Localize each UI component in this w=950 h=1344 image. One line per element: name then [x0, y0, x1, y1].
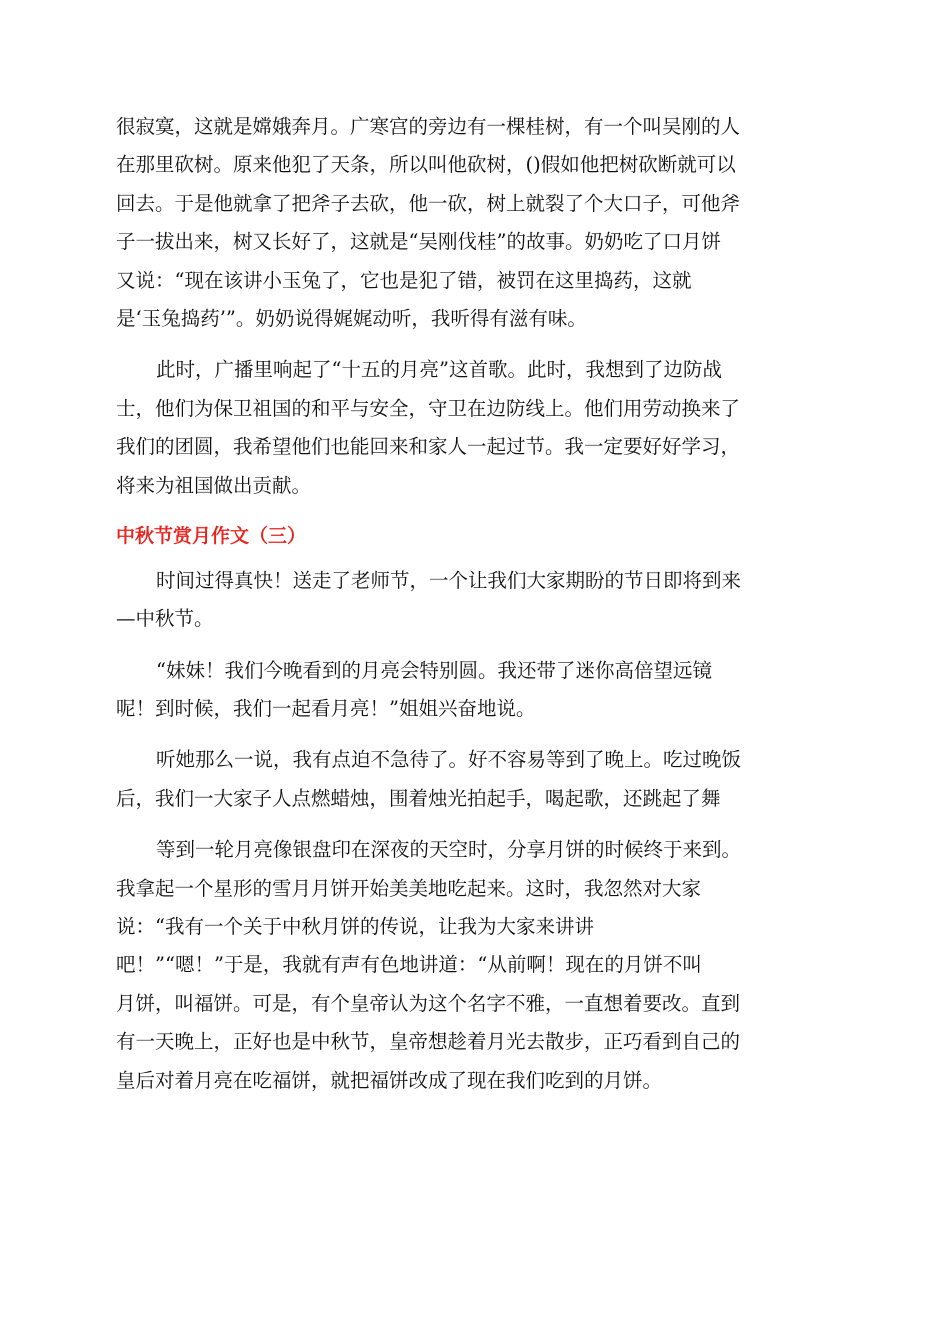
text-line: 我们的团圆，我希望他们也能回来和家人一起过节。我一定要好好学习，	[116, 435, 741, 459]
text-line: 听她那么一说，我有点迫不急待了。好不容易等到了晚上。吃过晚饭	[156, 748, 742, 772]
text-line: 我拿起一个星形的雪月月饼开始美美地吃起来。这时，我忽然对大家	[116, 876, 702, 900]
paragraph-mooncake-legend	[116, 831, 836, 1100]
text-line: 士，他们为保卫祖国的和平与安全，守卫在边防线上。他们用劳动换来了	[116, 396, 741, 420]
section-heading: 中秋节赏月作文（三）	[116, 524, 307, 547]
text-line: 有一天晚上，正好也是中秋节，皇帝想趁着月光去散步，正巧看到自己的	[116, 1030, 741, 1054]
paragraph-border-soldiers	[116, 351, 836, 505]
paragraph-intro	[116, 562, 836, 639]
text-line: 很寂寞，这就是嫦娥奔月。广寒宫的旁边有一棵桂树，有一个叫吴刚的人	[116, 115, 741, 138]
paragraph-sister-quote	[116, 652, 836, 729]
text-line: 皇后对着月亮在吃福饼，就把福饼改成了现在我们吃到的月饼。	[116, 1068, 663, 1092]
paragraph-chang-e-story	[116, 108, 836, 338]
text-line: 后，我们一大家子人点燃蜡烛，围着烛光拍起手，喝起歌，还跳起了舞	[116, 786, 721, 810]
text-line: 等到一轮月亮像银盘印在深夜的天空时，分享月饼的时候终于来到。	[156, 838, 742, 862]
text-line: 是‘玉兔捣药’”。奶奶说得娓娓动听，我听得有滋有味。	[116, 306, 587, 330]
text-line: 时间过得真快！送走了老师节，一个让我们大家期盼的节日即将到来	[156, 568, 742, 592]
text-line: 吧！”“嗯！”于是，我就有声有色地讲道：“从前啊！现在的月饼不叫	[116, 953, 702, 977]
text-line: 又说：“现在该讲小玉兔了，它也是犯了错，被罚在这里捣药，这就	[116, 268, 692, 292]
text-line: 呢！到时候，我们一起看月亮！”姐姐兴奋地说。	[116, 697, 536, 721]
text-line: 回去。于是他就拿了把斧子去砍，他一砍，树上就裂了个大口子，可他斧	[116, 191, 741, 215]
text-line: 月饼，叫福饼。可是，有个皇帝认为这个名字不雅，一直想着要改。直到	[116, 991, 741, 1015]
text-line: “妹妹！我们今晚看到的月亮会特别圆。我还带了迷你高倍望远镜	[156, 658, 712, 682]
text-line: 子一拔出来，树又长好了，这就是“吴刚伐桂”的故事。奶奶吃了口月饼	[116, 230, 721, 254]
text-line: 说：“我有一个关于中秋月饼的传说，让我为大家来讲讲	[116, 915, 594, 939]
document-page	[116, 108, 836, 1113]
text-line: 将来为祖国做出贡献。	[116, 473, 312, 497]
text-line: 在那里砍树。原来他犯了天条，所以叫他砍树，()假如他把树砍断就可以	[116, 153, 736, 177]
text-line: —中秋节。	[116, 607, 214, 631]
text-line: 此时，广播里响起了“十五的月亮”这首歌。此时，我想到了边防战	[156, 358, 722, 382]
paragraph-evening	[116, 741, 836, 818]
